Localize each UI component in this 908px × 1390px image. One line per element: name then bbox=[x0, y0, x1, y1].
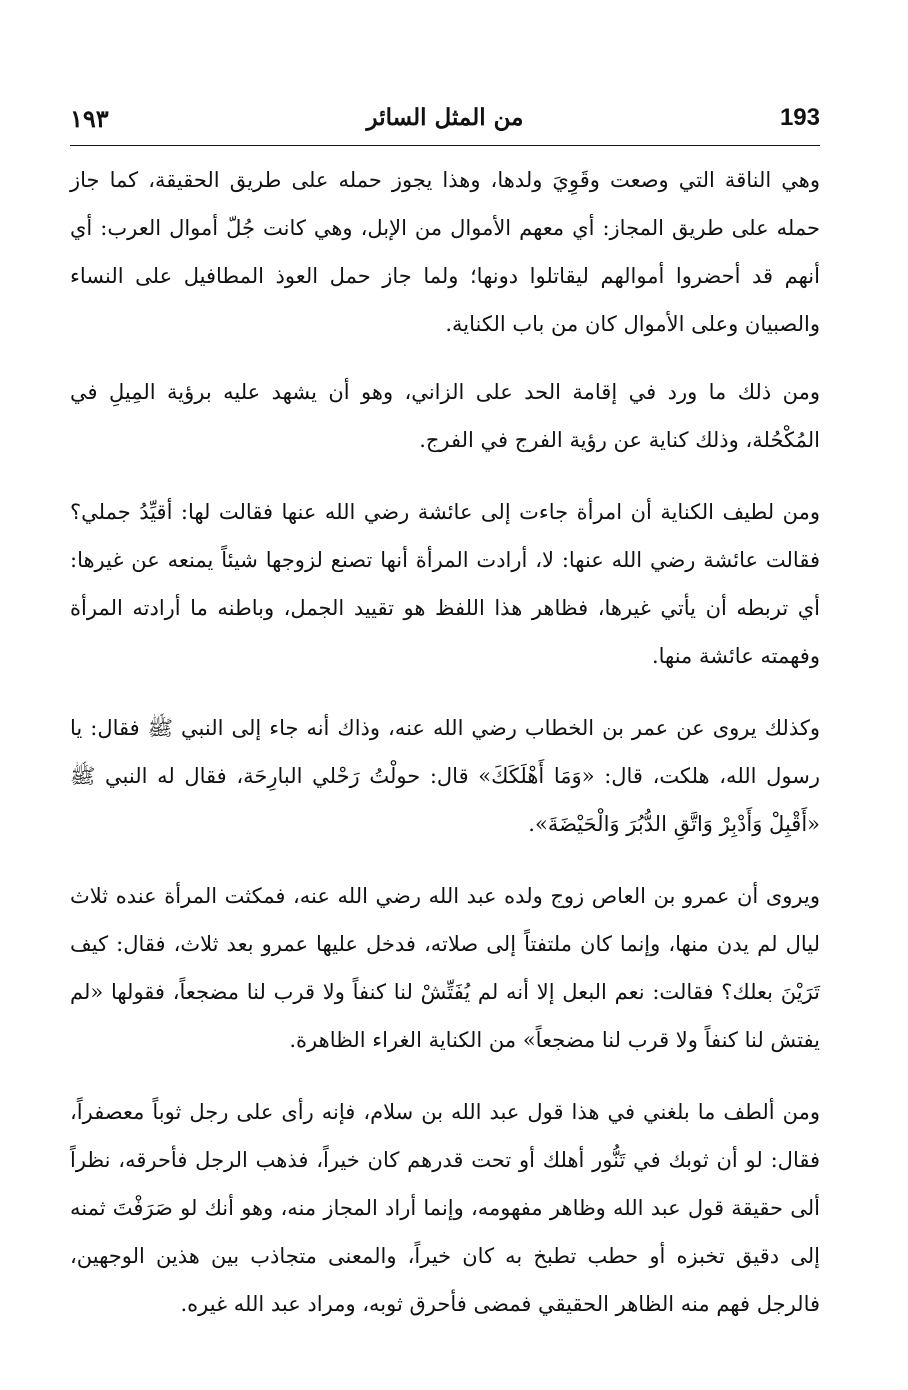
paragraph-2: ومن ذلك ما ورد في إقامة الحد على الزاني، وهو أن يشهد عليه برؤية المِيلِ في المُكْحُلة، وذلك كناية عن رؤية الفرج في الفرج. bbox=[70, 380, 820, 452]
paragraph-5: ويروى أن عمرو بن العاص زوج ولده عبد الله رضي الله عنه، فمكثت المرأة عنده ثلاث ليال لم يدن منها، وإنما كان ملتفتاً إلى صلاته، فدخل عليها عمرو بعد ثلاث، فقال: كيف تَرَيْنَ بعلك؟ فقالت: نعم البعل إلا أنه لم يُفَتِّشْ لنا كنفاً ولا قرب لنا مضجعاً، فقولها «لم يفتش لنا كنفاً ولا قرب لنا مضجعاً» من الكناية الغراء الظاهرة. bbox=[70, 884, 820, 1052]
paragraph-1: وهي الناقة التي وصعت وقَوِيَ ولدها، وهذا يجوز حمله على طريق الحقيقة، كما جاز حمله على طريق المجاز: أي معهم الأموال من الإبل، وهي كانت جُلّ أموال العرب: أي أنهم قد أحضروا أموالهم ليقاتلوا دونها؛ ولما جاز حمل العوذ المطافيل على النساء والصبيان وعلى الأموال كان من باب الكناية. bbox=[70, 168, 820, 336]
page-header bbox=[70, 100, 820, 140]
page-number: 193 bbox=[779, 104, 820, 131]
header-divider bbox=[70, 145, 820, 146]
page-number-arabic: ١٩٣ bbox=[70, 104, 109, 133]
paragraph-6: ومن ألطف ما بلغني في هذا قول عبد الله بن سلام، فإنه رأى على رجل ثوباً معصفراً، فقال: لو أن ثوبك في تَنُّور أهلك أو تحت قدرهم كان خيراً، فذهب الرجل فأحرقه، نظراً ألى حقيقة قول عبد الله وظاهر مفهومه، وإنما أراد المجاز منه، وهو أنك لو صَرَفْتَ ثمنه إلى دقيق تخبزه أو حطب تطبخ به كان خيراً، والمعنى متجاذب بين هذين الوجهين، فالرجل فهم منه الظاهر الحقيقي فمضى فأحرق ثوبه، ومراد عبد الله غيره. bbox=[70, 1100, 820, 1316]
page-body bbox=[70, 150, 820, 1328]
paragraph-4: وكذلك يروى عن عمر بن الخطاب رضي الله عنه، وذاك أنه جاء إلى النبي ﷺ فقال: يا رسول الله، هلكت، قال: «وَمَا أَهْلَكَكَ» قال: حولْتُ رَحْلي البارِحَة، فقال له النبي ﷺ «أَقْبِلْ وَأَدْبِرْ وَاتَّقِ الدُّبُرَ وَالْحَيْضَةَ». bbox=[70, 716, 820, 836]
paragraph-3: ومن لطيف الكناية أن امرأة جاءت إلى عائشة رضي الله عنها فقالت لها: أقيِّدُ جملي؟ فقالت عائشة رضي الله عنها: لا، أرادت المرأة أنها تصنع لزوجها شيئاً يمنعه عن غيرها: أي تربطه أن يأتي غيرها، فظاهر هذا اللفظ هو تقييد الجمل، وباطنه ما أرادته المرأة وفهمته عائشة منها. bbox=[70, 500, 820, 668]
running-title: من المثل السائر bbox=[366, 104, 524, 131]
